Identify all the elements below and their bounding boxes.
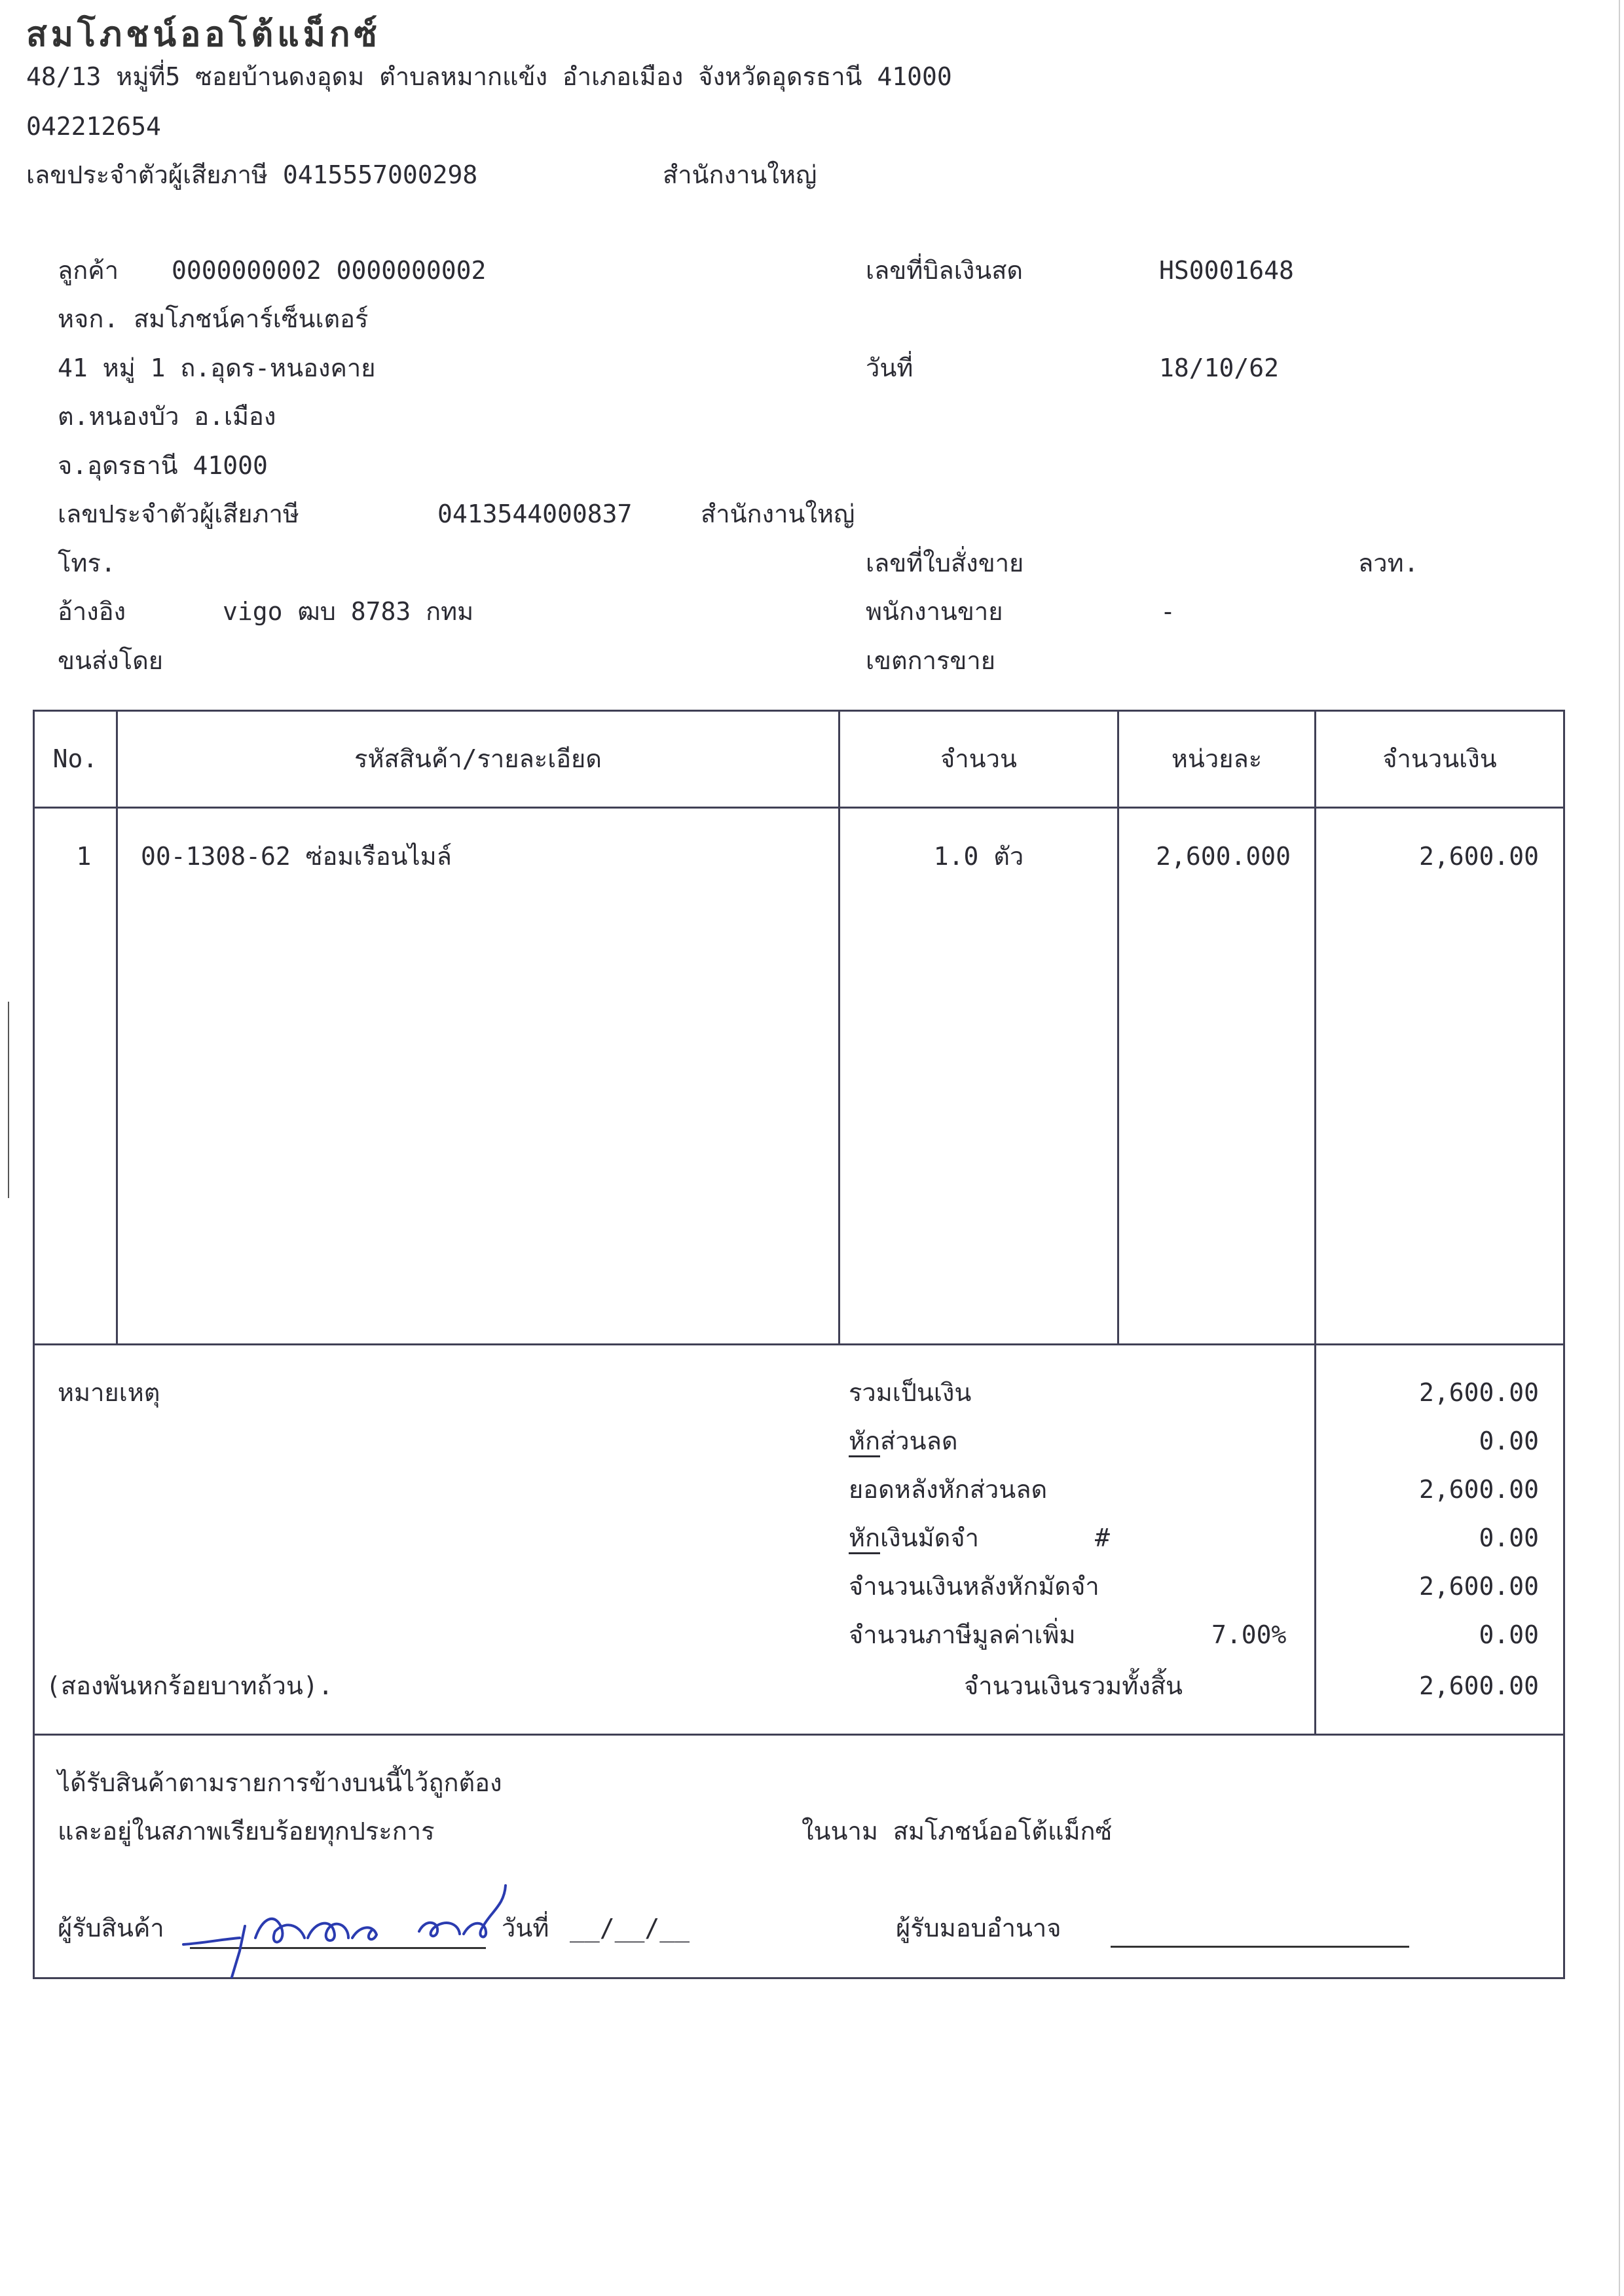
salesperson-label: พนักงานขาย [866, 597, 1003, 626]
customer-address-line3: จ.อุดรธานี 41000 [58, 451, 268, 480]
vat-rate: 7.00% [1211, 1620, 1287, 1649]
discount-prefix: หัก [849, 1427, 880, 1457]
table-right-border [1563, 710, 1565, 1979]
order-no-label: เลขที่ใบสั่งขาย [866, 549, 1024, 577]
company-address: 48/13 หมู่ที่5 ซอยบ้านดงอุดม ตำบลหมากแข้ง อำเภอเมือง จังหวัดอุดรธานี 41000 [26, 62, 952, 91]
discount-rest: ส่วนลด [880, 1427, 958, 1455]
customer-label: ลูกค้า [58, 256, 119, 285]
received-line1: ได้รับสินค้าตามรายการข้างบนนี้ไว้ถูกต้อง [58, 1768, 502, 1797]
company-phone: 042212654 [26, 112, 161, 141]
after-discount-value: 2,600.00 [1418, 1475, 1539, 1504]
receive-date-label: วันที่ [502, 1914, 549, 1942]
page-edge-right [1619, 0, 1620, 2296]
bill-date-label: วันที่ [866, 354, 913, 382]
header-qty: จำนวน [940, 744, 1017, 773]
row-item: 00-1308-62 ซ่อมเรือนไมล์ [141, 842, 452, 871]
summary-bottom-border [33, 1734, 1565, 1736]
company-branch: สำนักงานใหญ่ [663, 160, 817, 189]
receive-date-blank: __/__/__ [570, 1914, 690, 1942]
customer-codes: 0000000002 0000000002 [172, 256, 487, 285]
vat-label: จำนวนภาษีมูลค่าเพิ่ม [849, 1620, 1076, 1649]
table-left-border [33, 710, 35, 1979]
deposit-rest: เงินมัดจำ [880, 1523, 979, 1552]
deposit-hash: # [1095, 1523, 1110, 1552]
discount-label [849, 1426, 958, 1456]
bill-date: 18/10/62 [1159, 354, 1280, 382]
customer-address-line2: ต.หนองบัว อ.เมือง [58, 402, 276, 431]
customer-name: หจก. สมโภชน์คาร์เซ็นเตอร์ [58, 304, 369, 333]
reference-value: vigo ฒบ 8783 กทม [223, 597, 474, 626]
authorized-label: ผู้รับมอบอำนาจ [896, 1914, 1061, 1942]
company-tax-id: เลขประจำตัวผู้เสียภาษี 0415557000298 [26, 160, 478, 189]
col-divider-item [838, 710, 840, 1345]
after-deposit-value: 2,600.00 [1418, 1572, 1539, 1601]
reference-label: อ้างอิง [58, 597, 126, 626]
discount-value: 0.00 [1479, 1427, 1539, 1455]
vat-value: 0.00 [1479, 1620, 1539, 1649]
sales-area-label: เขตการขาย [866, 646, 995, 675]
header-unit-price: หน่วยละ [1171, 744, 1263, 773]
order-no-value: ลวท. [1358, 549, 1419, 577]
receiver-label: ผู้รับสินค้า [58, 1914, 164, 1942]
amount-in-words: (สองพันหกร้อยบาทถ้วน). [46, 1671, 333, 1700]
customer-tax-id: 0413544000837 [437, 500, 633, 528]
bill-no: HS0001648 [1159, 256, 1294, 285]
deposit-prefix: หัก [849, 1523, 880, 1554]
col-divider-no [116, 710, 118, 1345]
table-bottom-border [33, 1343, 1565, 1345]
row-amount: 2,600.00 [1418, 842, 1539, 871]
deposit-value: 0.00 [1479, 1523, 1539, 1552]
salesperson-value: - [1160, 597, 1175, 626]
customer-tax-id-label: เลขประจำตัวผู้เสียภาษี [58, 500, 299, 528]
grand-total-value: 2,600.00 [1418, 1671, 1539, 1700]
total-value: 2,600.00 [1418, 1378, 1539, 1407]
header-no: No. [52, 744, 98, 773]
customer-branch: สำนักงานใหญ่ [701, 500, 855, 528]
bill-no-label: เลขที่บิลเงินสด [866, 256, 1024, 285]
grand-total-label: จำนวนเงินรวมทั้งสิ้น [964, 1671, 1183, 1700]
company-name: สมโภชน์ออโต้แม็กซ์ [26, 15, 381, 54]
row-no: 1 [76, 842, 92, 871]
remark-label: หมายเหตุ [58, 1378, 160, 1407]
received-line2: และอยู่ในสภาพเรียบร้อยทุกประการ [58, 1817, 435, 1846]
deposit-label [849, 1523, 979, 1553]
scan-edge-mark [8, 1002, 9, 1198]
receiver-signature [177, 1866, 544, 1984]
header-item: รหัสสินค้า/รายละเอียด [354, 744, 602, 773]
authorized-signature-line [1111, 1946, 1409, 1948]
row-unit-price: 2,600.000 [1156, 842, 1291, 871]
after-deposit-label: จำนวนเงินหลังหักมัดจำ [849, 1572, 1099, 1601]
customer-address-line1: 41 หมู่ 1 ถ.อุดร-หนองคาย [58, 354, 376, 382]
table-top-border [33, 710, 1565, 712]
ship-by-label: ขนส่งโดย [58, 646, 164, 675]
total-label: รวมเป็นเงิน [849, 1378, 972, 1407]
on-behalf-of: ในนาม สมโภชน์ออโต้แม็กซ์ [802, 1817, 1113, 1846]
after-discount-label: ยอดหลังหักส่วนลด [849, 1475, 1048, 1504]
header-amount: จำนวนเงิน [1382, 744, 1497, 773]
row-qty: 1.0 ตัว [933, 842, 1024, 871]
col-divider-qty [1117, 710, 1119, 1345]
table-header-divider [33, 807, 1565, 809]
customer-phone-label: โทร. [58, 549, 116, 577]
